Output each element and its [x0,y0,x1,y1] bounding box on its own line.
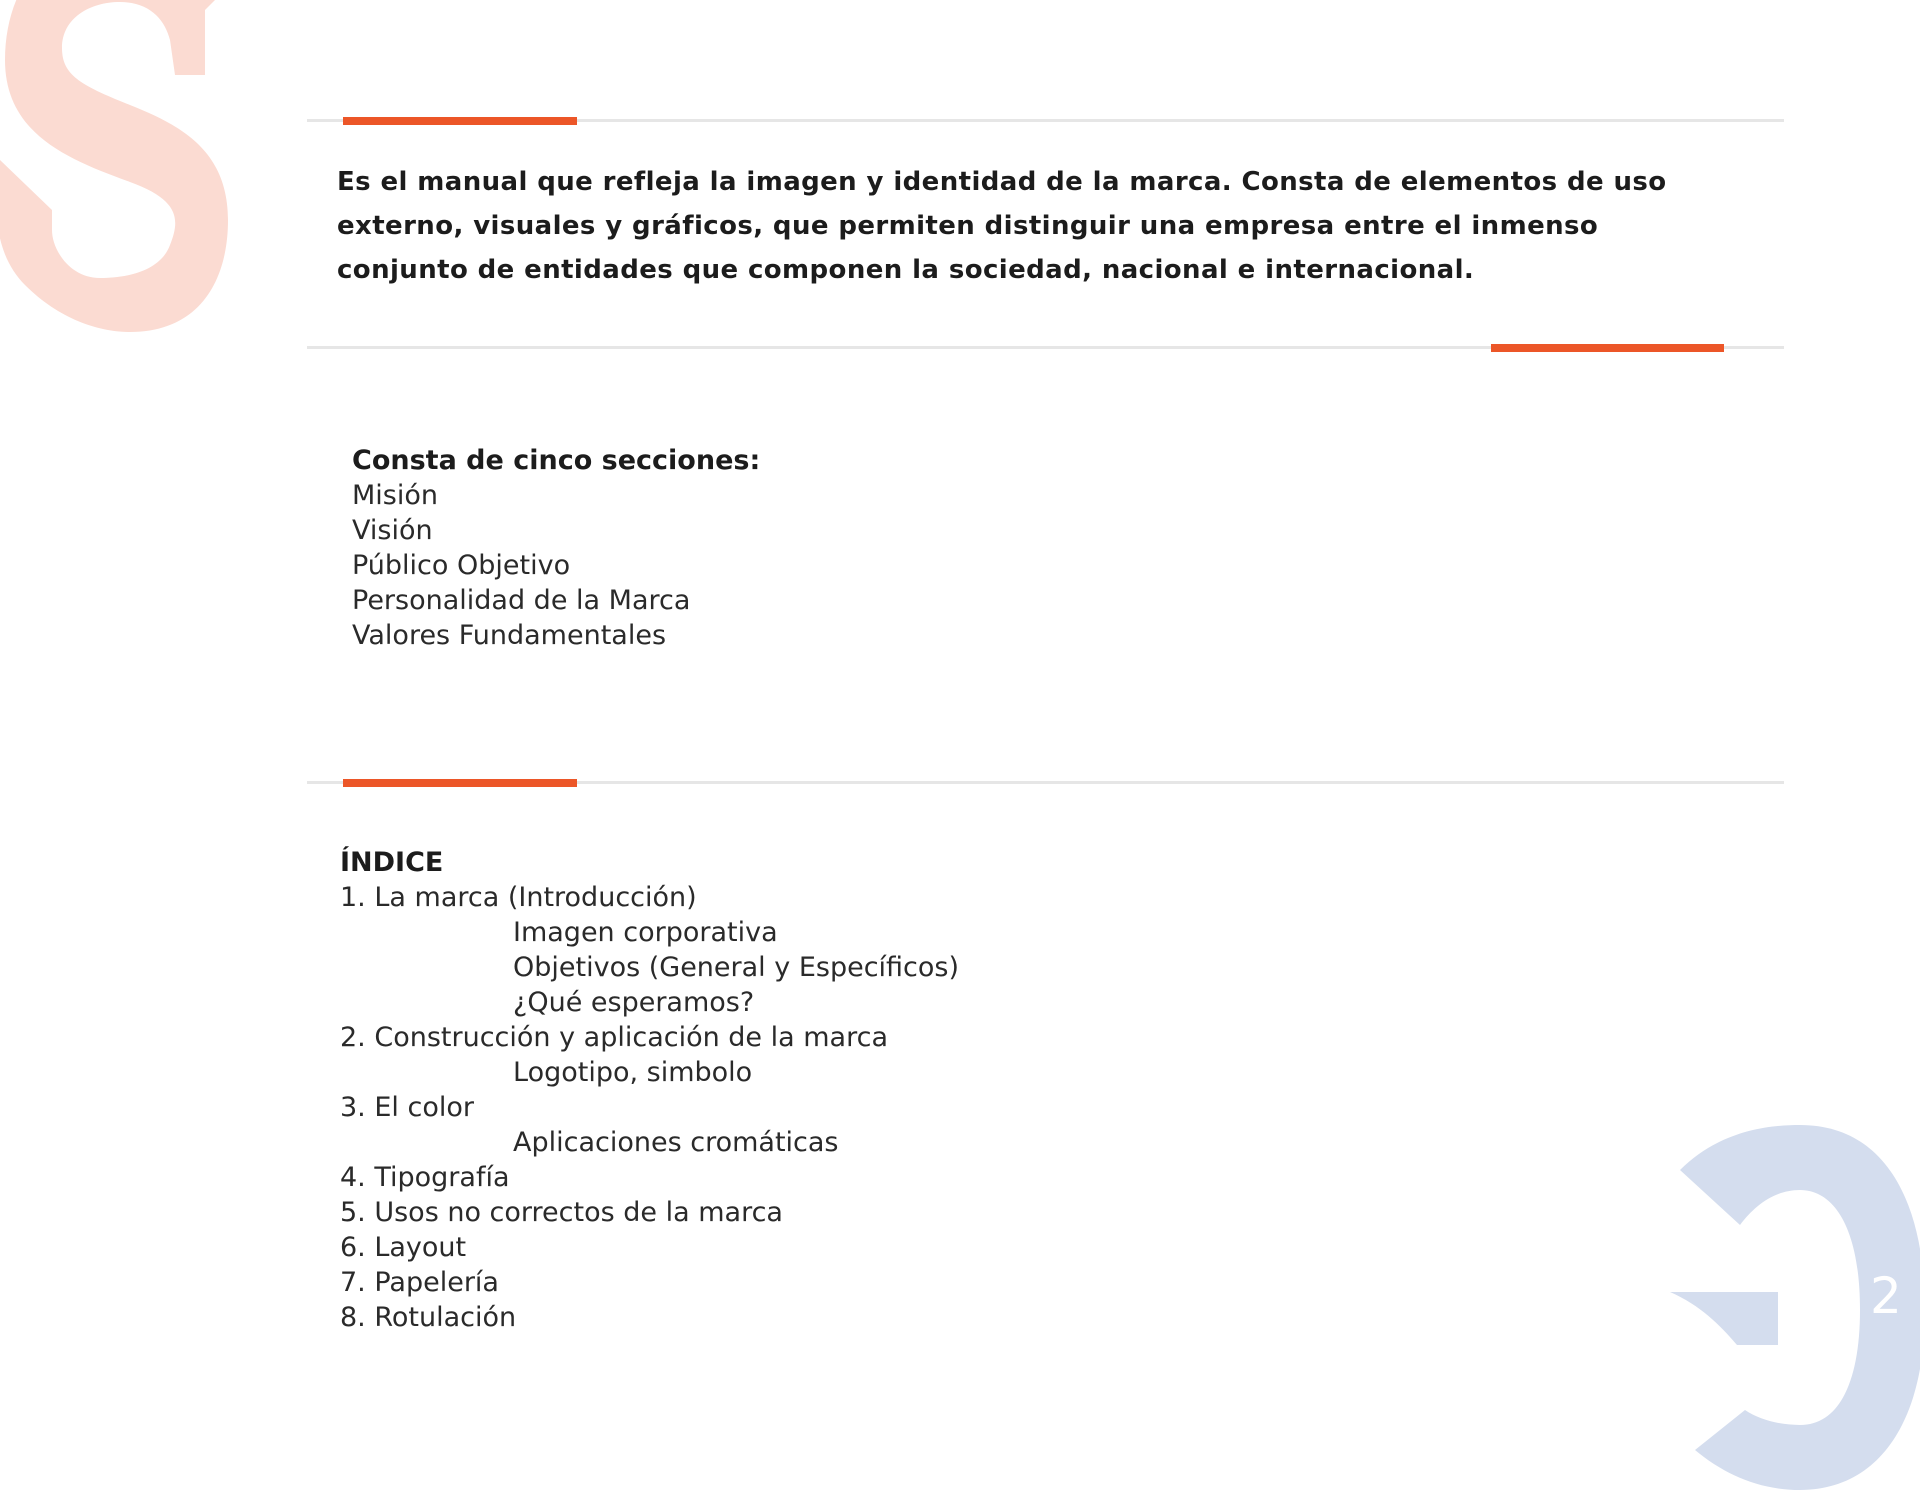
index-subitem: Imagen corporativa [513,917,778,948]
accent-bar-middle [1491,344,1724,352]
index-heading: ÍNDICE [340,847,444,878]
section-item-publico-objetivo: Público Objetivo [352,550,571,581]
index-item: 4. Tipografía [340,1162,510,1193]
index-item: 3. El color [340,1092,474,1123]
index-subitem: Objetivos (General y Específicos) [513,952,960,983]
index-item: 2. Construcción y aplicación de la marca [340,1022,889,1053]
index-item: 6. Layout [340,1232,467,1263]
section-item-valores: Valores Fundamentales [352,620,667,651]
index-item: 7. Papelería [340,1267,499,1298]
decorative-s-graphic [0,0,250,380]
index-subitem: ¿Qué esperamos? [513,987,755,1018]
index-list [340,880,959,1335]
index-item: 8. Rotulación [340,1302,517,1333]
page-number: 2 [1870,1267,1902,1325]
accent-bar-top [343,117,577,125]
index-subitem: Aplicaciones cromáticas [513,1127,839,1158]
index-item: 1. La marca (Introducción) [340,882,697,913]
intro-paragraph: Es el manual que refleja la imagen y identidad de la marca. Consta de elementos de uso externo, visuales y gráficos, que permiten distinguir una empresa entre el inmenso conjunto de entidades que componen la sociedad, nacional e internacional. [337,167,1667,285]
sections-block [352,443,760,653]
section-item-mision: Misión [352,480,438,511]
accent-bar-lower [343,779,577,787]
index-item: 5. Usos no correctos de la marca [340,1197,783,1228]
index-block [340,845,959,1335]
sections-heading: Consta de cinco secciones: [352,445,761,476]
sections-list [352,478,760,653]
index-subitem: Logotipo, simbolo [513,1057,753,1088]
section-item-personalidad: Personalidad de la Marca [352,585,691,616]
section-item-vision: Visión [352,515,433,546]
